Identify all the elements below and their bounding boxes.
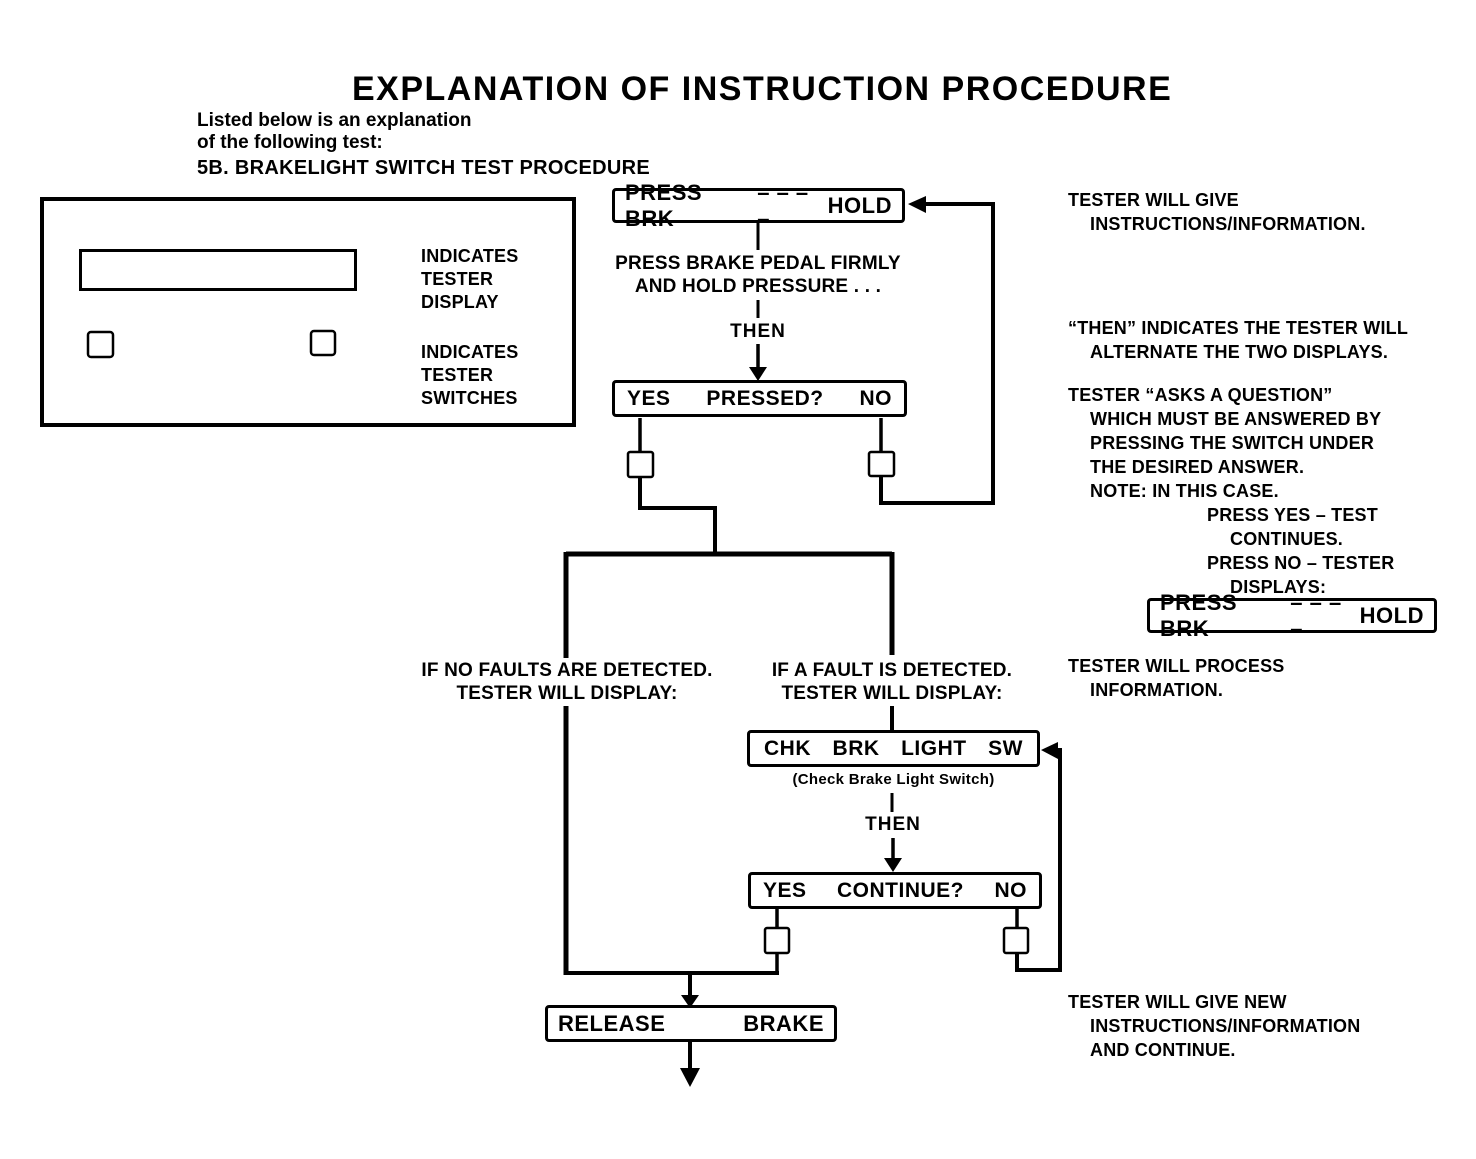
note-display-text-dashes: – – – –	[1290, 589, 1342, 641]
question-pressed-label: PRESSED?	[706, 386, 824, 410]
note-asks-question-line1: TESTER “ASKS A QUESTION”	[1068, 385, 1333, 405]
note-asks-question-line3: PRESSING THE SWITCH UNDER	[1090, 433, 1375, 453]
answer-no-label: NO	[859, 386, 892, 410]
branch-fault-line1: IF A FAULT IS DETECTED.	[771, 660, 1013, 681]
note-display-text-left: PRESS BRK	[1160, 589, 1238, 641]
note-asks-question-line2: WHICH MUST BE ANSWERED BY	[1090, 409, 1382, 429]
display-text-left: PRESS BRK	[625, 179, 703, 231]
note-asks-question-line6: PRESS YES – TEST	[1207, 505, 1378, 525]
note-asks-question-line5: NOTE: IN THIS CASE.	[1090, 481, 1279, 501]
note-give-new-info-line3: AND CONTINUE.	[1090, 1040, 1236, 1060]
legend-display-label-line1: INDICATES	[421, 246, 519, 266]
note-give-info-line2: INSTRUCTIONS/INFORMATION.	[1090, 214, 1366, 234]
note-then-alternate-line1: “THEN” INDICATES THE TESTER WILL	[1068, 318, 1409, 338]
legend-switches-label-line2: TESTER	[421, 365, 494, 385]
legend-switch-square-right	[311, 331, 335, 355]
note-asks-question-line7: CONTINUES.	[1230, 529, 1344, 549]
sw-word: SW	[988, 736, 1023, 760]
answer-yes-label: YES	[627, 386, 671, 410]
release-word: RELEASE	[558, 1010, 666, 1036]
note-give-info-line1: TESTER WILL GIVE	[1068, 190, 1239, 210]
note-process-info-line1: TESTER WILL PROCESS	[1068, 656, 1285, 676]
branch-no-fault-line1: IF NO FAULTS ARE DETECTED.	[421, 660, 713, 681]
display-text-right: HOLD	[827, 192, 892, 218]
note-then-alternate-line2: ALTERNATE THE TWO DISPLAYS.	[1090, 342, 1389, 362]
note-asks-question-line4: THE DESIRED ANSWER.	[1090, 457, 1305, 477]
note-display-text-right: HOLD	[1359, 602, 1424, 628]
legend-switch-square-left	[88, 332, 113, 357]
chk-word: CHK	[764, 736, 811, 760]
display-text-dashes: – – – –	[757, 179, 809, 231]
note-asks-question-line8: PRESS NO – TESTER	[1207, 553, 1395, 573]
legend-switches-label-line3: SWITCHES	[421, 388, 518, 408]
light-word: LIGHT	[901, 736, 967, 760]
instruction-line-1: PRESS BRAKE PEDAL FIRMLY	[615, 253, 901, 274]
then-label-2: THEN	[865, 814, 921, 835]
legend-display-label-line2: TESTER	[421, 269, 494, 289]
instruction-line-2: AND HOLD PRESSURE . . .	[634, 276, 882, 297]
branch-no-fault-line2: TESTER WILL DISPLAY:	[456, 683, 678, 704]
chk-caption: (Check Brake Light Switch)	[792, 771, 995, 788]
test-name: 5B. BRAKELIGHT SWITCH TEST PROCEDURE	[197, 157, 651, 179]
note-give-new-info-line2: INSTRUCTIONS/INFORMATION	[1090, 1016, 1361, 1036]
note-give-new-info-line1: TESTER WILL GIVE NEW	[1068, 992, 1287, 1012]
note-asks-question-line9: DISPLAYS:	[1230, 577, 1327, 597]
branch-fault-line2: TESTER WILL DISPLAY:	[781, 683, 1003, 704]
continue-yes-label: YES	[763, 878, 807, 902]
brk-word: BRK	[832, 736, 880, 760]
intro-line-1: Listed below is an explanation	[197, 110, 472, 131]
legend-switches-label-line1: INDICATES	[421, 342, 519, 362]
note-process-info-line2: INFORMATION.	[1090, 680, 1224, 700]
legend-display-label-line3: DISPLAY	[421, 292, 499, 312]
brake-word: BRAKE	[743, 1010, 824, 1036]
question-continue-label: CONTINUE?	[837, 878, 965, 902]
page-title: EXPLANATION OF INSTRUCTION PROCEDURE	[352, 70, 1173, 108]
intro-line-2: of the following test:	[197, 132, 383, 153]
continue-no-label: NO	[994, 878, 1027, 902]
then-label-1: THEN	[730, 321, 786, 342]
